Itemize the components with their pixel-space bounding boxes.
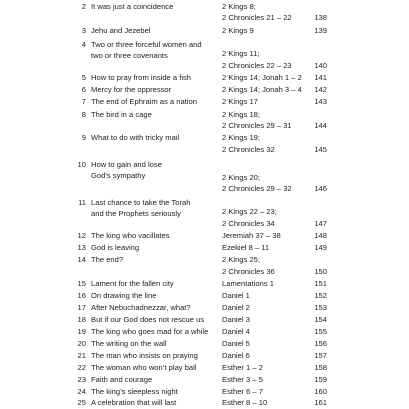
- entry-page: 153: [314, 303, 327, 312]
- entry-number: 18: [77, 315, 86, 324]
- entry-reference: Esther 1 – 2: [222, 363, 263, 372]
- entry-page: 138: [314, 13, 327, 22]
- entry-page: 152: [314, 291, 327, 300]
- entry-title: Two or three forceful women and: [91, 40, 202, 49]
- entry-page: 150: [314, 267, 327, 276]
- entry-number: 12: [77, 231, 86, 240]
- entry-reference: Daniel 6: [222, 351, 250, 360]
- entry-reference: 2 Kings 20;: [222, 173, 260, 182]
- entry-title: Last chance to take the Torah: [91, 198, 191, 207]
- entry-number: 24: [77, 387, 86, 396]
- entry-title: Lament for the fallen city: [91, 279, 174, 288]
- entry-reference: Daniel 3: [222, 315, 250, 324]
- entry-page: 148: [314, 231, 327, 240]
- entry-number: 19: [77, 327, 86, 336]
- entry-number: 9: [81, 133, 86, 142]
- entry-reference: 2 Chronicles 32: [222, 145, 275, 154]
- entry-number: 15: [77, 279, 86, 288]
- entry-number: 25: [77, 398, 86, 407]
- entry-reference: 2 Chronicles 29 – 31: [222, 121, 292, 130]
- entry-title: It was just a coincidence: [91, 2, 174, 11]
- entry-reference: 2 Kings 19;: [222, 133, 260, 142]
- entry-reference: 2 Chronicles 36: [222, 267, 275, 276]
- entry-reference: Esther 6 – 7: [222, 387, 263, 396]
- entry-page: 140: [314, 61, 327, 70]
- entry-reference: Daniel 2: [222, 303, 250, 312]
- entry-reference: 2 Kings 11;: [222, 49, 260, 58]
- entry-title: Mercy for the oppressor: [91, 85, 172, 94]
- entry-number: 21: [77, 351, 86, 360]
- entry-title: Faith and courage: [91, 375, 153, 384]
- entry-title: How to pray from inside a fish: [91, 73, 192, 82]
- entry-page: 145: [314, 145, 327, 154]
- entry-title: Jehu and Jezebel: [91, 26, 151, 35]
- entry-number: 14: [77, 255, 86, 264]
- entry-reference: 2 Chronicles 29 – 32: [222, 184, 292, 193]
- entry-title: After Nebuchadnezzar, what?: [91, 303, 191, 312]
- entry-reference: 2 Chronicles 21 – 22: [222, 13, 292, 22]
- entry-page: 147: [314, 219, 327, 228]
- entry-number: 16: [77, 291, 86, 300]
- entry-page: 146: [314, 184, 327, 193]
- entry-number: 7: [81, 97, 86, 106]
- entry-page: 158: [314, 363, 327, 372]
- entry-title: two or three covenants: [91, 51, 168, 60]
- entry-title: The king’s sleepless night: [91, 387, 178, 396]
- entry-page: 143: [314, 97, 327, 106]
- entry-title: and the Prophets seriously: [91, 209, 181, 218]
- entry-page: 142: [314, 85, 327, 94]
- entry-page: 159: [314, 375, 327, 384]
- entry-title: God’s sympathy: [91, 171, 146, 180]
- entry-page: 156: [314, 339, 327, 348]
- entry-number: 5: [81, 73, 86, 82]
- entry-reference: Jeremiah 37 – 38: [222, 231, 281, 240]
- entry-title: A celebration that will last: [91, 398, 177, 407]
- entry-page: 139: [314, 26, 327, 35]
- entry-reference: 2 Kings 8;: [222, 2, 256, 11]
- entry-number: 6: [81, 85, 86, 94]
- entry-reference: 2 Kings 9: [222, 26, 254, 35]
- entry-page: 154: [314, 315, 327, 324]
- entry-number: 2: [81, 2, 86, 11]
- entry-number: 17: [77, 303, 86, 312]
- entry-reference: 2 Kings 22 – 23;: [222, 207, 277, 216]
- entry-title: God is leaving: [91, 243, 140, 252]
- entry-reference: 2 Kings 18;: [222, 110, 260, 119]
- entry-number: 13: [77, 243, 86, 252]
- entry-number: 10: [77, 160, 86, 169]
- entry-title: The end of Ephraim as a nation: [91, 97, 197, 106]
- entry-reference: Daniel 1: [222, 291, 250, 300]
- entry-reference: 2 Kings 14; Jonah 1 – 2: [222, 73, 302, 82]
- entry-number: 4: [81, 40, 86, 49]
- entry-title: But if our God does not rescue us: [91, 315, 205, 324]
- entry-title: The woman who won’t play ball: [91, 363, 197, 372]
- entry-number: 20: [77, 339, 86, 348]
- entry-page: 157: [314, 351, 327, 360]
- entry-title: The king who goes mad for a while: [91, 327, 209, 336]
- entry-title: The man who insists on praying: [91, 351, 198, 360]
- entry-title: The king who vacillates: [91, 231, 170, 240]
- entry-title: On drawing the line: [91, 291, 157, 300]
- entry-title: The writing on the wall: [91, 339, 167, 348]
- entry-page: 160: [314, 387, 327, 396]
- entry-number: 8: [81, 110, 86, 119]
- entry-page: 161: [314, 398, 327, 407]
- entry-reference: Daniel 4: [222, 327, 250, 336]
- entry-number: 22: [77, 363, 86, 372]
- entry-page: 155: [314, 327, 327, 336]
- entry-number: 11: [78, 198, 86, 207]
- entry-reference: Esther 8 – 10: [222, 398, 268, 407]
- entry-title: The bird in a cage: [91, 110, 152, 119]
- entry-reference: Ezekiel 8 – 11: [222, 243, 270, 252]
- entry-title: The end?: [91, 255, 124, 264]
- entry-reference: 2 Chronicles 22 – 23: [222, 61, 292, 70]
- entry-reference: 2 Chronicles 34: [222, 219, 275, 228]
- entry-page: 151: [314, 279, 327, 288]
- entry-title: How to gain and lose: [91, 160, 162, 169]
- entry-number: 3: [81, 26, 86, 35]
- entry-page: 144: [314, 121, 327, 130]
- entry-reference: 2 Kings 14; Jonah 3 – 4: [222, 85, 302, 94]
- entry-reference: 2 Kings 25;: [222, 255, 260, 264]
- entry-reference: 2 Kings 17: [222, 97, 258, 106]
- entry-reference: Esther 3 – 5: [222, 375, 263, 384]
- entry-page: 141: [314, 73, 327, 82]
- entry-reference: Lamentations 1: [222, 279, 274, 288]
- entry-title: What to do with tricky mail: [91, 133, 180, 142]
- entry-number: 23: [77, 375, 86, 384]
- entry-page: 149: [314, 243, 327, 252]
- entry-reference: Daniel 5: [222, 339, 250, 348]
